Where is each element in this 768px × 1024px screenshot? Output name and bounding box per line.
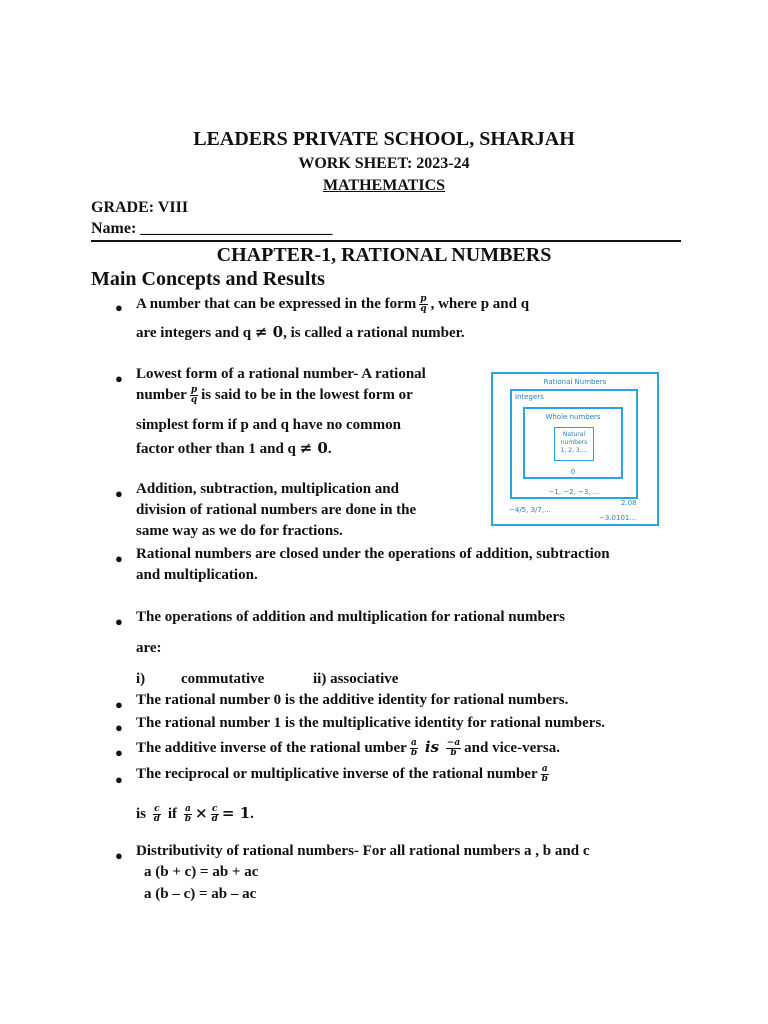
fraction-p-over-q-2: $\frac{p}{q}$ (190, 385, 198, 405)
fraction-a-over-b-2: $\frac{a}{b}$ (541, 764, 548, 784)
point-5-line-2: are: (136, 640, 162, 656)
header-divider (91, 240, 681, 242)
diagram-label-whole: Whole numbers (545, 413, 601, 421)
diagram-label-zero: 0 (570, 468, 576, 476)
bullet-4: ● (115, 551, 123, 566)
worksheet-year: WORK SHEET: 2023-24 (298, 155, 470, 172)
name-field[interactable]: Name: ________________________ (91, 220, 333, 237)
subject-title: MATHEMATICS (322, 177, 446, 194)
point-2-line-1: Lowest form of a rational number- A rational (136, 366, 426, 382)
bullet-8: ● (115, 745, 123, 760)
diagram-label-rational: Rational Numbers (543, 378, 607, 386)
diagram-label-negatives: −1, −2, −3, ... (548, 488, 600, 496)
point-10-line-2: a (b + c) = ab + ac (144, 864, 259, 880)
section-title: Main Concepts and Results (91, 268, 325, 290)
diagram-label-integers: Integers (515, 393, 544, 401)
diagram-label-natural-1: Natural (562, 431, 586, 438)
point-3-line-2: division of rational numbers are done in the (136, 502, 417, 518)
bullet-10: ● (115, 848, 123, 863)
grade-label: GRADE: VIII (91, 199, 189, 216)
fraction-c-over-d: $\frac{c}{d}$ (153, 804, 161, 825)
point-4-line-2: and multiplication. (136, 567, 258, 583)
point-3-line-1: Addition, subtraction, multiplication and (136, 481, 399, 497)
diagram-label-decimal: 2.08 (621, 499, 637, 507)
rational-numbers-diagram (491, 372, 659, 526)
bullet-6: ● (115, 697, 123, 712)
diagram-label-decimal-2: −3.0101... (599, 514, 637, 522)
diagram-label-natural-3: 1, 2, 3,... (560, 447, 588, 454)
point-1-line-1: A number that can be expressed in the form $\frac{p}{q}$ , where p and q (136, 294, 530, 314)
bullet-5: ● (115, 614, 123, 629)
bullet-2: ● (115, 371, 123, 386)
chapter-title: CHAPTER-1, RATIONAL NUMBERS (216, 244, 552, 266)
fraction-p-over-q: $\frac{p}{q}$ (420, 294, 427, 314)
point-6: The rational number 0 is the additive identity for rational numbers. (136, 692, 569, 708)
bullet-9: ● (115, 772, 123, 787)
point-5-commutative: commutative (181, 671, 265, 687)
bullet-7: ● (115, 720, 123, 735)
point-3-line-3: same way as we do for fractions. (136, 523, 343, 539)
diagram-label-fractions: −4/5, 3/7,... (509, 506, 551, 514)
diagram-label-natural-2: numbers (560, 439, 588, 446)
school-name: LEADERS PRIVATE SCHOOL, SHARJAH (193, 128, 575, 150)
point-5-item-i: i) (136, 671, 146, 687)
point-2-line-2: number $\frac{p}{q}$ is said to be in the lowest form or (136, 385, 413, 405)
fraction-neg-a-over-b: $\frac{-a}{b}$ (446, 738, 461, 759)
point-9-line-2: is $\frac{c}{d}$ if $\frac{a}{b}$ × $\frac{c}{d}$ = 1. (136, 804, 254, 825)
bullet-3: ● (115, 486, 123, 501)
fraction-c-over-d-2: $\frac{c}{d}$ (211, 804, 218, 825)
point-2-line-3: simplest form if p and q have no common (136, 417, 402, 433)
fraction-a-over-b-3: $\frac{a}{b}$ (184, 804, 192, 825)
point-8: The additive inverse of the rational umber $\frac{a}{b}$ is $\frac{-a}{b}$ and vice-versa. (136, 738, 560, 759)
point-10-line-1: Distributivity of rational numbers- For all rational numbers a , b and c (136, 843, 590, 859)
point-9-line-1: The reciprocal or multiplicative inverse of the rational number $\frac{a}{b}$ (136, 764, 548, 784)
point-7: The rational number 1 is the multiplicative identity for rational numbers. (136, 715, 606, 731)
point-4-line-1: Rational numbers are closed under the operations of addition, subtraction (136, 546, 610, 562)
point-5-line-1: The operations of addition and multiplication for rational numbers (136, 609, 565, 625)
point-2-line-4: factor other than 1 and q ≠ 0. (136, 439, 332, 457)
fraction-a-over-b: $\frac{a}{b}$ (410, 738, 418, 759)
point-1-line-2: are integers and q ≠ 0, is called a rational number. (136, 323, 465, 341)
point-5-associative: ii) associative (313, 671, 399, 687)
bullet-1: ● (115, 300, 123, 315)
point-10-line-3: a (b – c) = ab – ac (144, 886, 257, 902)
